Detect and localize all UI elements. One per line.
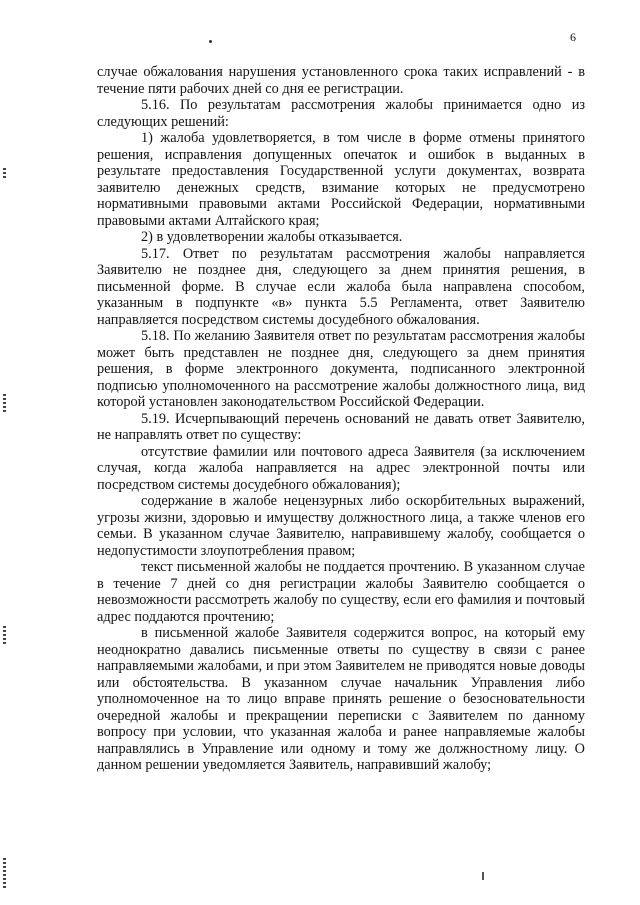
paragraph-continuation: случае обжалования нарушения установленного срока таких исправлений - в течение пяти рабочих дней со дня ее регистрации. — [97, 64, 585, 97]
list-item-decision-2: 2) в удовлетворении жалобы отказывается. — [141, 229, 403, 245]
paragraph-5-17: 5.17. Ответ по результатам рассмотрения жалобы направляется Заявителю не позднее дня, следующего за днем принятия решения, в письменной форме. В случае если жалоба была направлена способом, указанным в подпункте «в» пункта 5.5 Регламента, ответ Заявителю направляется посредством системы досудебного обжалования. — [97, 245, 585, 328]
list-item-ground-3: текст письменной жалобы не поддается прочтению. В указанном случае в течение 7 дней со дня регистрации жалобы Заявителю сообщается о невозможности рассмотреть жалобу по существу, если его фамилия и почтовый адрес поддаются прочтению; — [97, 559, 585, 625]
scan-margin-mark — [3, 626, 6, 646]
scan-dot-mark — [209, 40, 212, 43]
scan-tick-mark — [482, 872, 484, 880]
page-number: 6 — [570, 30, 576, 44]
list-item-ground-1: отсутствие фамилии или почтового адреса Заявителя (за исключением случая, когда жалоба направляется на адрес электронной почты или посредством системы досудебного обжалования); — [97, 443, 585, 493]
list-item-ground-4: в письменной жалобе Заявителя содержится вопрос, на который ему неоднократно давались письменные ответы по существу в связи с ранее направляемыми жалобами, и при этом Заявителем не приводятся новые доводы или обстоятельства. В указанном случае начальник Управления либо уполномоченное на то лицо вправе принять решение о безосновательности очередной жалобы и прекращении переписки с Заявителем по данному вопросу при условии, что указанная жалоба и ранее направляемые жалобы направлялись в Управление или одному и тому же должностному лицу. О данном решении уведомляется Заявитель, направивший жалобу; — [97, 625, 585, 773]
document-body — [97, 64, 585, 774]
scan-margin-mark — [3, 168, 6, 180]
scan-margin-mark — [3, 394, 6, 414]
paragraph-5-19: 5.19. Исчерпывающий перечень оснований не давать ответ Заявителю, не направлять ответ по существу: — [97, 410, 585, 443]
list-item-decision-1: 1) жалоба удовлетворяется, в том числе в форме отмены принятого решения, исправления допущенных опечаток и ошибок в выданных в результате предоставления Государственной услуги документах, возврата заявителю денежных средств, взимание которых не предусмотрено нормативными правовыми актами Российской Федерации, нормативными правовыми актами Алтайского края; — [97, 130, 585, 229]
paragraph-5-16: 5.16. По результатам рассмотрения жалобы принимается одно из следующих решений: — [97, 97, 585, 130]
scan-margin-mark — [3, 858, 6, 890]
list-item-ground-2: содержание в жалобе нецензурных либо оскорбительных выражений, угрозы жизни, здоровью и имуществу должностного лица, а также членов его семьи. В указанном случае Заявителю, направившему жалобу, сообщается о недопустимости злоупотребления правом; — [97, 493, 585, 559]
paragraph-5-18: 5.18. По желанию Заявителя ответ по результатам рассмотрения жалобы может быть представлен не позднее дня, следующего за днем принятия решения, в форме электронного документа, подписанного электронной подписью уполномоченного на рассмотрение жалобы должностного лица, вид которой установлен законодательством Российской Федерации. — [97, 328, 585, 410]
